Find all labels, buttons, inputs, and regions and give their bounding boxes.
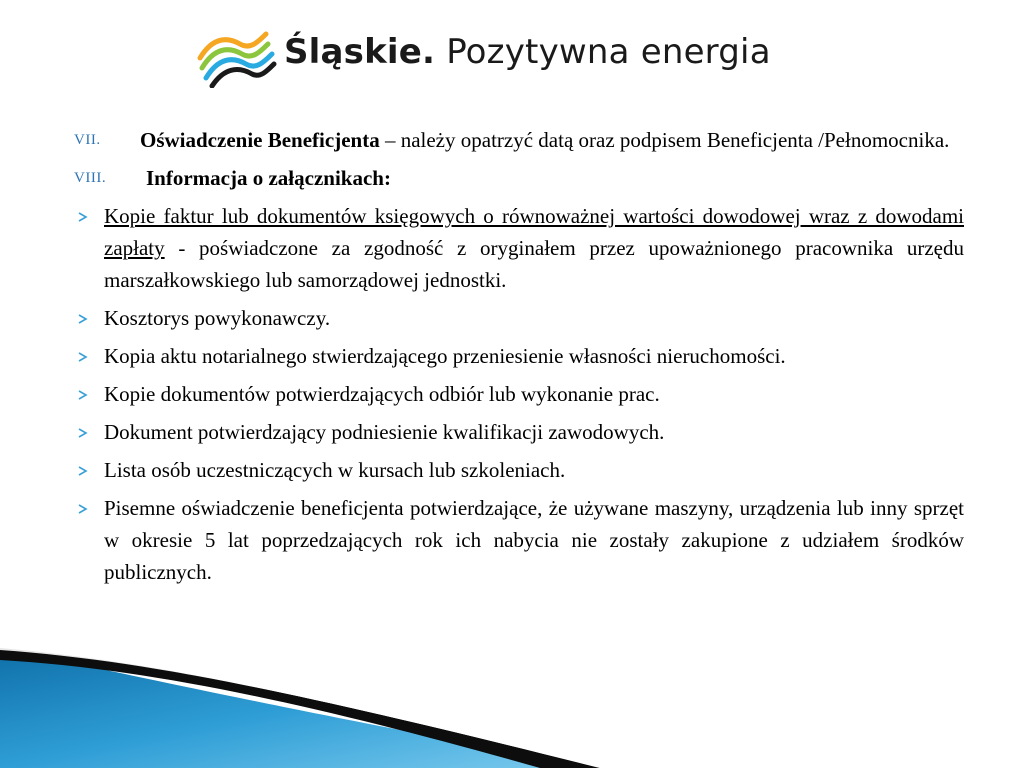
list-item-text: Kopia aktu notarialnego stwierdzającego przeniesienie własności nieruchomości.	[104, 344, 786, 368]
section-viii	[74, 162, 964, 194]
arrow-bullet-icon	[78, 504, 88, 514]
section-text	[140, 124, 964, 156]
list-item	[74, 492, 964, 588]
list-item-text: Kopie dokumentów potwierdzających odbiór lub wykonanie prac.	[104, 382, 660, 406]
arrow-bullet-icon	[78, 212, 88, 222]
arrow-bullet-icon	[78, 352, 88, 362]
section-title: Informacja o załącznikach:	[146, 166, 391, 190]
header-logo	[196, 28, 771, 88]
arrow-bullet-icon	[78, 428, 88, 438]
list-item	[74, 302, 964, 334]
section-number: VII.	[74, 132, 101, 148]
list-item	[74, 200, 964, 296]
section-text	[146, 162, 964, 194]
section-rest: – należy opatrzyć datą oraz podpisem Beneficjenta /Pełnomocnika.	[379, 128, 950, 152]
list-item	[74, 378, 964, 410]
list-item-text: Kosztorys powykonawczy.	[104, 306, 331, 330]
silesia-waves-icon	[196, 28, 278, 88]
list-item-rest: - poświadczone za zgodność z oryginałem przez upoważnionego pracownika urzędu marszałkowskiego lub samorządowej jednostki.	[104, 236, 964, 292]
slide-body	[74, 124, 964, 594]
arrow-bullet-icon	[78, 466, 88, 476]
section-title: Oświadczenie Beneficjenta	[140, 128, 380, 152]
list-item	[74, 416, 964, 448]
arrow-bullet-icon	[78, 390, 88, 400]
list-item-text	[104, 200, 964, 296]
logo-brand: Śląskie.	[284, 32, 436, 72]
logo-text	[284, 32, 771, 72]
arrow-bullet-icon	[78, 314, 88, 324]
list-item-text: Lista osób uczestniczących w kursach lub szkoleniach.	[104, 458, 566, 482]
section-vii	[74, 124, 964, 156]
underlined-text: Kopie faktur lub dokumentów księgowych o równoważnej wartości dowodowej wraz z dowodami zapłaty	[104, 204, 964, 260]
list-item-text: Dokument potwierdzający podniesienie kwalifikacji zawodowych.	[104, 420, 665, 444]
list-item	[74, 454, 964, 486]
list-item	[74, 340, 964, 372]
logo-tagline: Pozytywna energia	[446, 32, 771, 72]
section-number: VIII.	[74, 170, 107, 186]
list-item-text: Pisemne oświadczenie beneficjenta potwierdzające, że używane maszyny, urządzenia lub inny sprzęt w okresie 5 lat poprzedzających rok ich nabycia nie zostały zakupione z udziałem środków publicznych.	[104, 496, 964, 584]
